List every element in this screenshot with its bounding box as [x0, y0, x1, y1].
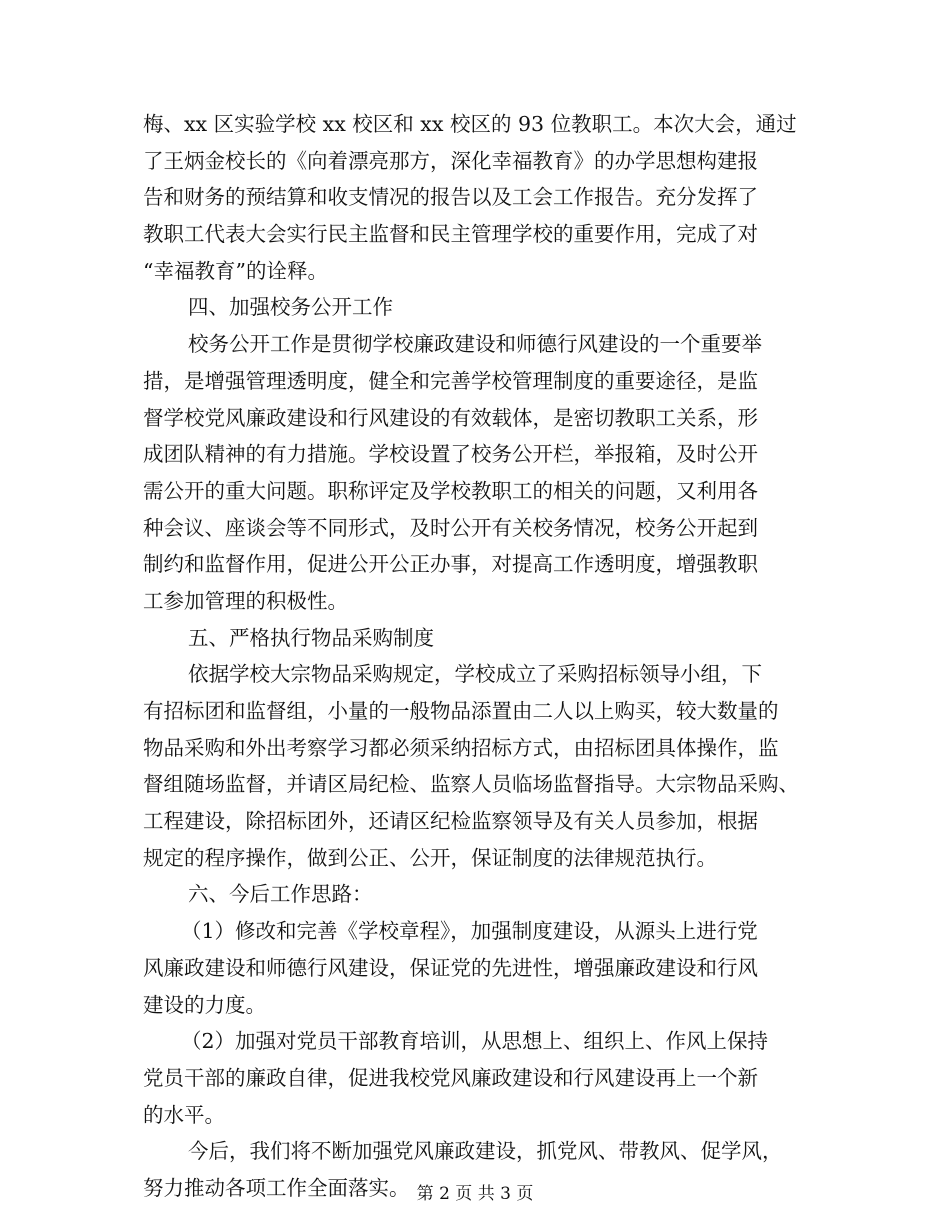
section-heading: 四、加强校务公开工作 [188, 295, 393, 320]
text-line: 工程建设，除招标团外，还请区纪检监察领导及有关人员参加，根据 [143, 809, 758, 834]
text-line: 告和财务的预结算和收支情况的报告以及工会工作报告。充分发挥了 [143, 185, 758, 210]
section-heading: 五、严格执行物品采购制度 [188, 625, 434, 650]
text-line: 物品采购和外出考察学习都必须采纳招标方式，由招标团具体操作，监 [143, 735, 779, 760]
text-line: 规定的程序操作，做到公正、公开，保证制度的法律规范执行。 [143, 845, 717, 870]
text-line: 种会议、座谈会等不同形式，及时公开有关校务情况，校务公开起到 [143, 515, 758, 540]
text-line: 工参加管理的积极性。 [143, 588, 348, 613]
text-line: 党员干部的廉政自律，促进我校党风廉政建设和行风建设再上一个新 [143, 1065, 758, 1090]
text-line: 督组随场监督，并请区局纪检、监察人员临场监督指导。大宗物品采购、 [143, 772, 799, 797]
text-line: 有招标团和监督组，小量的一般物品添置由二人以上购买，较大数量的 [143, 699, 779, 723]
text-line: 建设的力度。 [143, 992, 266, 1017]
text-line: 努力推动各项工作全面落实。 [143, 1175, 410, 1200]
text-line: 依据学校大宗物品采购规定，学校成立了采购招标领导小组，下 [188, 662, 762, 687]
text-line: 的水平。 [143, 1102, 225, 1127]
text-line: 了王炳金校长的《向着漂亮那方，深化幸福教育》的办学思想构建报 [143, 148, 758, 173]
text-line: 校务公开工作是贯彻学校廉政建设和师德行风建设的一个重要举 [188, 332, 762, 357]
text-line: “幸福教育”的诠释。 [143, 258, 328, 283]
list-item-1: （1）修改和完善《学校章程》，加强制度建设，从源头上进行党 [181, 919, 758, 944]
text-line: 需公开的重大问题。职称评定及学校教职工的相关的问题，又利用各 [143, 478, 758, 503]
page-number: 第 2 页 共 3 页 [416, 1184, 534, 1204]
text-line: 梅、xx 区实验学校 xx 校区和 xx 校区的 93 位教职工。本次大会，通过 [143, 112, 797, 136]
body-text [143, 106, 815, 1207]
text-line: 风廉政建设和师德行风建设，保证党的先进性，增强廉政建设和行风 [143, 955, 758, 980]
text-line: 督学校党风廉政建设和行风建设的有效载体，是密切教职工关系，形 [143, 405, 758, 430]
text-line: 成团队精神的有力措施。学校设置了校务公开栏，举报箱，及时公开 [143, 442, 758, 467]
text-line: 教职工代表大会实行民主监督和民主管理学校的重要作用，完成了对 [143, 222, 758, 247]
closing-paragraph: 今后，我们将不断加强党风廉政建设，抓党风、带教风、促学风， [188, 1139, 783, 1164]
text-line: 制约和监督作用，促进公开公正办事，对提高工作透明度，增强教职 [143, 552, 758, 577]
section-heading: 六、今后工作思路： [188, 882, 373, 907]
text-line: 措，是增强管理透明度，健全和完善学校管理制度的重要途径，是监 [143, 368, 758, 393]
list-item-2: （2）加强对党员干部教育培训，从思想上、组织上、作风上保持 [181, 1029, 769, 1054]
